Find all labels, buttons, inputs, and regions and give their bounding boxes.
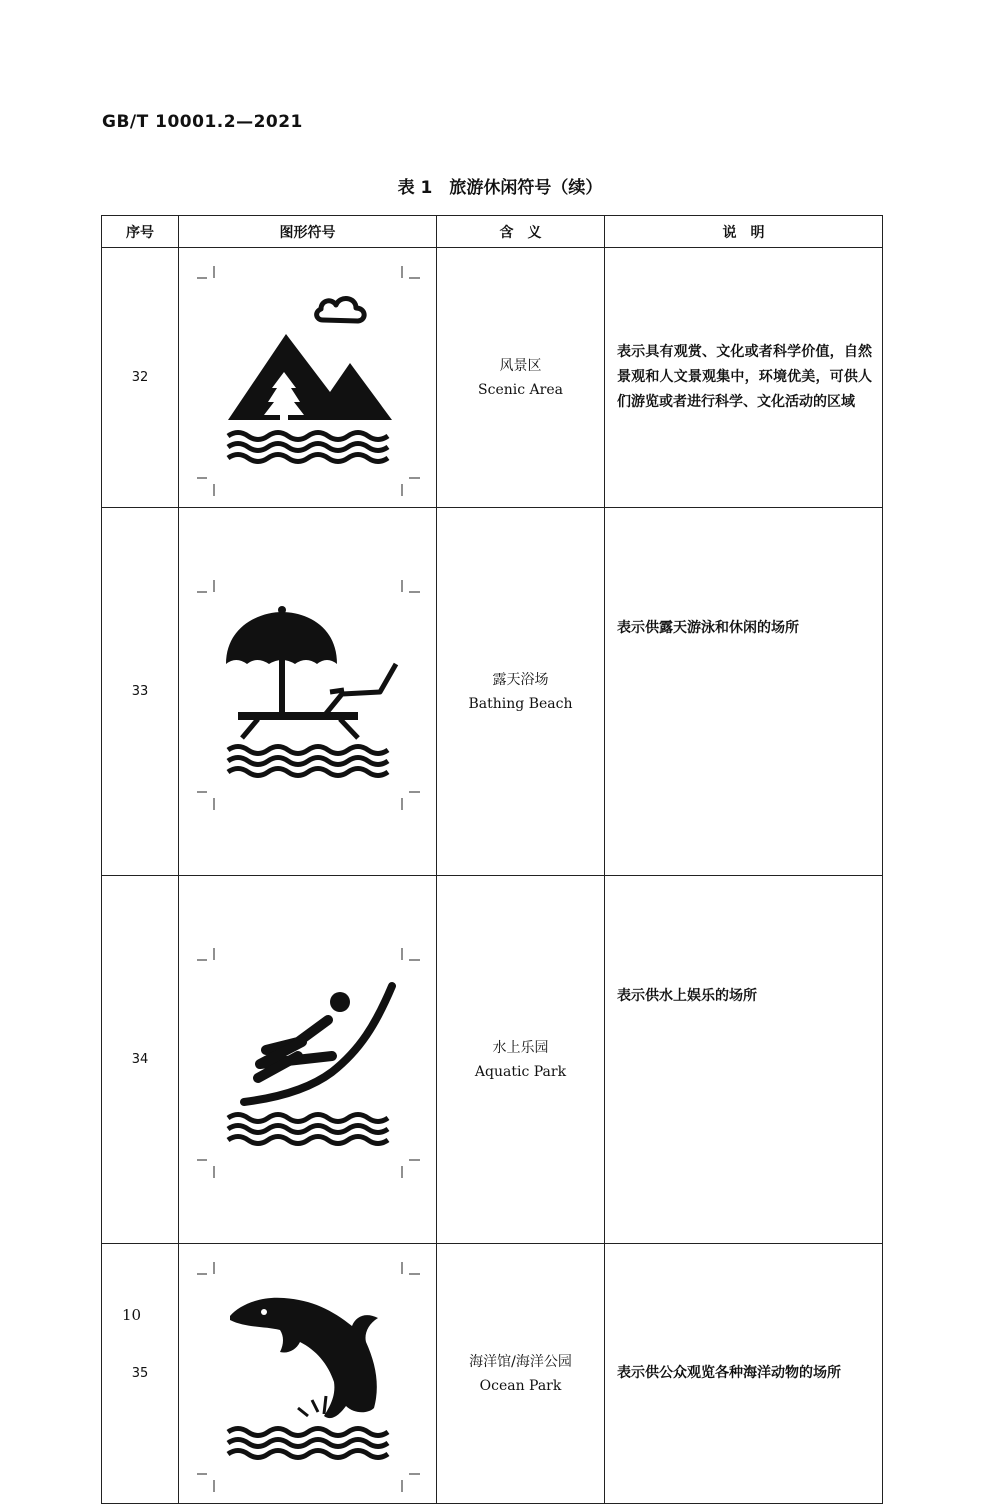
meaning-en: Bathing Beach xyxy=(468,695,573,712)
meaning-en: Ocean Park xyxy=(479,1377,562,1394)
column-header-symbol: 图形符号 xyxy=(179,216,437,248)
row-number: 35 xyxy=(102,1244,179,1504)
description-cell: 表示供公众观览各种海洋动物的场所 xyxy=(605,1244,883,1504)
standard-code: GB/T 10001.2—2021 xyxy=(102,112,303,132)
table-row xyxy=(102,508,883,876)
row-number: 33 xyxy=(102,508,179,876)
description-cell: 表示具有观赏、文化或者科学价值，自然景观和人文景观集中，环境优美，可供人们游览或者进行科学、文化活动的区域 xyxy=(605,248,883,508)
meaning-cell xyxy=(437,248,605,508)
meaning-en: Scenic Area xyxy=(478,381,563,398)
ocean-park-icon xyxy=(180,1246,436,1502)
table-title: 表 1 旅游休闲符号（续） xyxy=(397,178,603,198)
meaning-cell xyxy=(437,508,605,876)
scenic-area-icon xyxy=(180,250,436,506)
column-header-description: 说 明 xyxy=(605,216,883,248)
aquatic-park-icon xyxy=(180,932,436,1188)
row-number: 34 xyxy=(102,876,179,1244)
meaning-zh: 露天浴场 xyxy=(492,671,549,688)
table-row xyxy=(102,248,883,508)
meaning-cell xyxy=(437,1244,605,1504)
description-cell: 表示供露天游泳和休闲的场所 xyxy=(605,508,883,876)
column-header-meaning: 含 义 xyxy=(437,216,605,248)
meaning-cell xyxy=(437,876,605,1244)
meaning-en: Aquatic Park xyxy=(474,1063,567,1080)
symbol-cell xyxy=(179,508,437,876)
page-number: 10 xyxy=(122,1306,142,1324)
description-cell: 表示供水上娱乐的场所 xyxy=(605,876,883,1244)
column-header-number: 序号 xyxy=(102,216,179,248)
symbol-cell xyxy=(179,876,437,1244)
meaning-zh: 风景区 xyxy=(499,357,542,374)
table-header-row xyxy=(102,216,883,248)
meaning-zh: 海洋馆/海洋公园 xyxy=(469,1353,572,1370)
symbols-table xyxy=(101,215,883,1504)
table-row xyxy=(102,1244,883,1504)
symbol-cell xyxy=(179,1244,437,1504)
bathing-beach-icon xyxy=(180,564,436,820)
meaning-zh: 水上乐园 xyxy=(492,1039,549,1056)
table-row xyxy=(102,876,883,1244)
row-number: 32 xyxy=(102,248,179,508)
symbol-cell xyxy=(179,248,437,508)
